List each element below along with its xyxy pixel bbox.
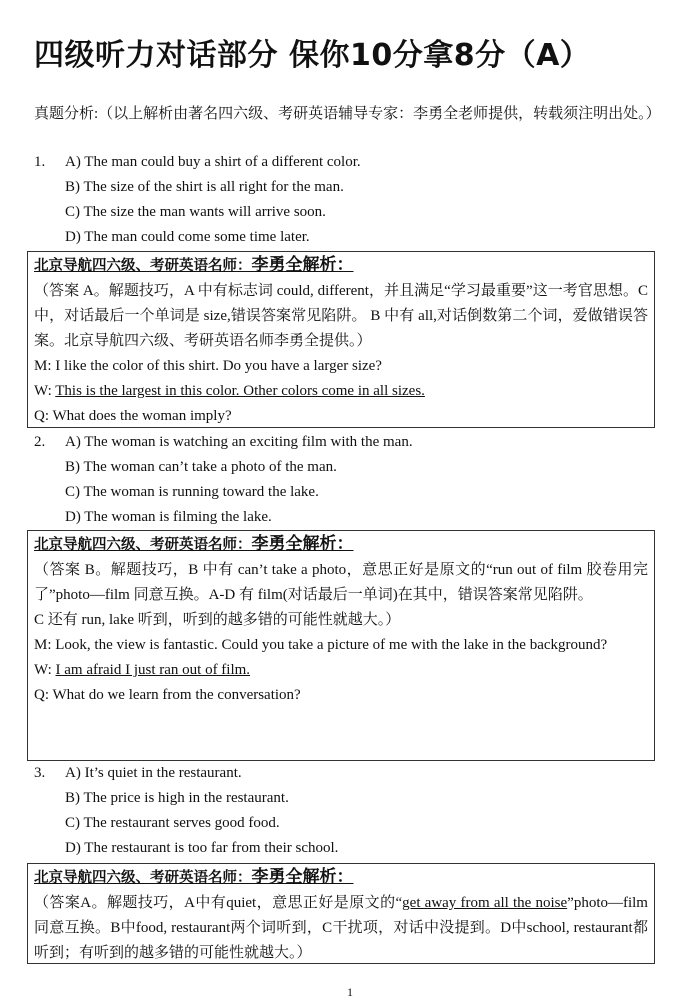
question-number: 3. bbox=[34, 765, 46, 781]
analysis-text-2: C 还有 run, lake 听到，听到的越多错的可能性就越大。） bbox=[34, 612, 401, 628]
question-2 bbox=[34, 430, 664, 530]
question-1 bbox=[34, 150, 664, 250]
option-b: B) The size of the shirt is all right for the man. bbox=[65, 179, 344, 195]
document-title: 四级听力对话部分 保你10分拿8分（A） bbox=[34, 38, 591, 73]
analysis-header: 北京导航四六级、考研英语名师：李勇全解析： bbox=[34, 255, 354, 275]
option-d: D) The woman is filming the lake. bbox=[65, 509, 272, 525]
analysis-box-2 bbox=[27, 530, 655, 761]
dialogue-man: M: Look, the view is fantastic. Could you take a picture of me with the lake in the background? bbox=[34, 637, 608, 653]
analysis-header: 北京导航四六级、考研英语名师：李勇全解析： bbox=[34, 867, 354, 887]
option-d: D) The man could come some time later. bbox=[65, 229, 310, 245]
dialogue-man: M: I like the color of this shirt. Do you have a larger size? bbox=[34, 358, 382, 374]
analysis-box-3 bbox=[27, 863, 655, 964]
dialogue-question: Q: What does the woman imply? bbox=[34, 408, 232, 424]
option-c: C) The size the man wants will arrive soon. bbox=[65, 204, 326, 220]
analysis-text: （答案A。解题技巧，A中有quiet，意思正好是原文的“get away from all the noise”photo—film同意互换。B中food, restaurant两个词听到，C干扰项，对话中没提到。D中school, restaurant都听到；有听到的越多错的可能性就越大。） bbox=[34, 895, 648, 961]
option-a: A) It’s quiet in the restaurant. bbox=[65, 765, 242, 781]
analysis-text: （答案 B。解题技巧，B 中有 can’t take a photo，意思正好是原文的“run out of film 胶卷用完了”photo—film 同意互换。A-D 有 film(对话最后一单词)在其中，错误答案常见陷阱。 bbox=[34, 562, 648, 603]
option-a: A) The man could buy a shirt of a different color. bbox=[65, 154, 361, 170]
question-number: 1. bbox=[34, 154, 46, 170]
analysis-header: 北京导航四六级、考研英语名师：李勇全解析： bbox=[34, 534, 354, 554]
option-c: C) The woman is running toward the lake. bbox=[65, 484, 319, 500]
dialogue-woman: W: I am afraid I just ran out of film. bbox=[34, 662, 251, 678]
option-d: D) The restaurant is too far from their school. bbox=[65, 840, 339, 856]
intro-paragraph: 真题分析:（以上解析由著名四六级、考研英语辅导专家：李勇全老师提供，转载须注明出处。） bbox=[34, 106, 661, 122]
option-a: A) The woman is watching an exciting film with the man. bbox=[65, 434, 413, 450]
analysis-text: （答案 A。解题技巧，A 中有标志词 could, different，并且满足“学习最重要”这一考官思想。C 中，对话最后一个单词是 size,错误答案常见陷阱。 B 中有 all,对话倒数第二个词，爱做错误答案。北京导航四六级、考研英语名师李勇全提供。） bbox=[34, 283, 648, 349]
page-number: 1 bbox=[347, 985, 353, 999]
dialogue-question: Q: What do we learn from the conversation? bbox=[34, 687, 301, 703]
dialogue-woman: W: This is the largest in this color. Other colors come in all sizes. bbox=[34, 383, 425, 399]
analysis-box-1 bbox=[27, 251, 655, 428]
option-b: B) The woman can’t take a photo of the man. bbox=[65, 459, 337, 475]
question-3 bbox=[34, 761, 664, 861]
question-number: 2. bbox=[34, 434, 46, 450]
option-b: B) The price is high in the restaurant. bbox=[65, 790, 289, 806]
option-c: C) The restaurant serves good food. bbox=[65, 815, 280, 831]
